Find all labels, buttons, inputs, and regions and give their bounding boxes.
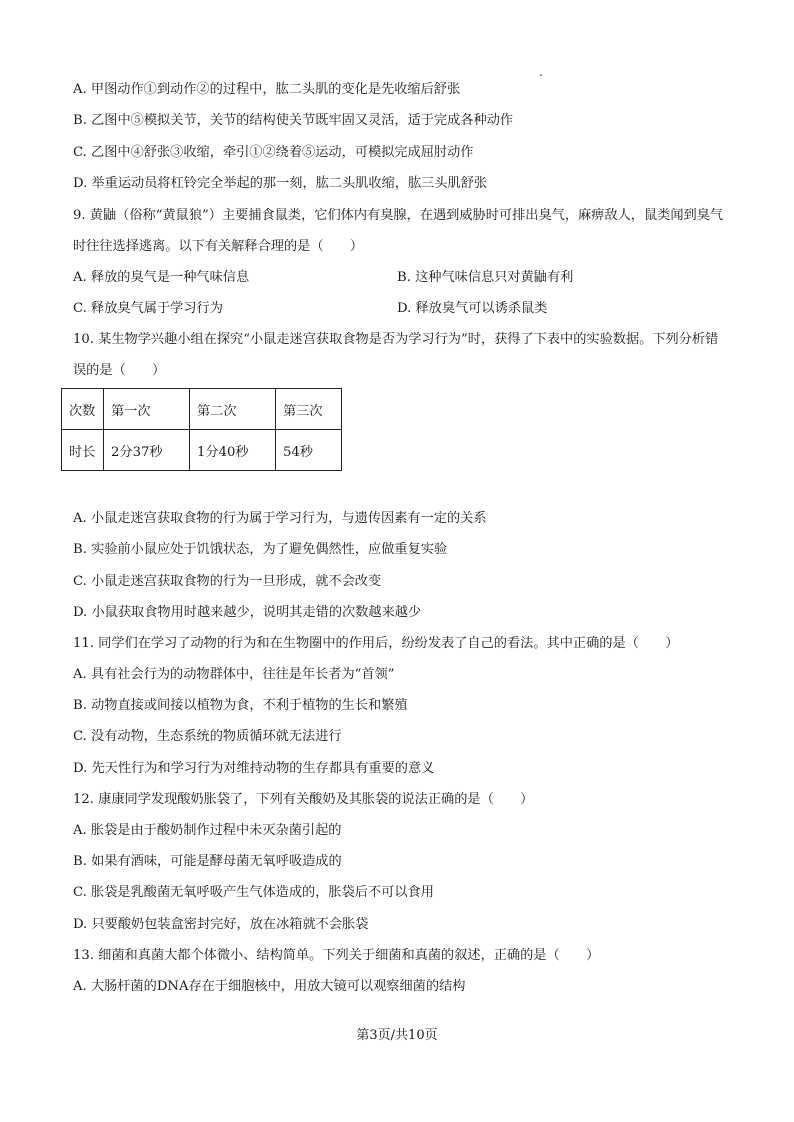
- q12-option-b: B. 如果有酒味，可能是酵母菌无氧呼吸造成的: [73, 854, 342, 869]
- q12-option-d: D. 只要酸奶包装盒密封完好，放在冰箱就不会胀袋: [73, 917, 369, 932]
- table-header-cell: 第二次: [190, 389, 276, 430]
- q8-option-a: A. 甲图动作①到动作②的过程中，肱二头肌的变化是先收缩后舒张: [73, 82, 461, 97]
- q9-option-a: A. 释放的臭气是一种气味信息: [73, 270, 250, 285]
- q10-stem: 10. 某生物学兴趣小组在探究“小鼠走迷宫获取食物是否为学习行为”时，获得了下表中的实验数据。下列分析错误的是（ ）: [73, 332, 719, 378]
- q10-option-a: A. 小鼠走迷宫获取食物的行为属于学习行为，与遗传因素有一定的关系: [73, 511, 487, 526]
- scan-speck: [540, 74, 542, 76]
- page-number: 第3页/共10页: [356, 1028, 438, 1043]
- q11-stem: 11. 同学们在学习了动物的行为和在生物圈中的作用后，纷纷发表了自己的看法。其中正确的是（ ）: [73, 636, 679, 651]
- table-cell: 54秒: [276, 430, 342, 471]
- q10-option-d: D. 小鼠获取食物用时越来越少，说明其走错的次数越来越少: [73, 605, 422, 620]
- table-row: [62, 430, 342, 471]
- q9-option-c: C. 释放臭气属于学习行为: [73, 301, 223, 316]
- table-header-cell: 次数: [62, 389, 104, 430]
- table-header-cell: 第三次: [276, 389, 342, 430]
- q12-stem: 12. 康康同学发现酸奶胀袋了，下列有关酸奶及其胀袋的说法正确的是（ ）: [73, 792, 534, 807]
- q13-option-a: A. 大肠杆菌的DNA存在于细胞核中，用放大镜可以观察细菌的结构: [73, 979, 466, 994]
- table-row: [62, 389, 342, 430]
- q10-option-b: B. 实验前小鼠应处于饥饿状态，为了避免偶然性，应做重复实验: [73, 542, 448, 557]
- table-header-cell: 第一次: [104, 389, 190, 430]
- q10-data-table: [61, 388, 342, 471]
- q8-option-c: C. 乙图中④舒张③收缩，牵引①②绕着⑤运动，可模拟完成屈肘动作: [73, 145, 474, 160]
- q11-option-d: D. 先天性行为和学习行为对维持动物的生存都具有重要的意义: [73, 761, 435, 776]
- q13-stem: 13. 细菌和真菌大都个体微小、结构简单。下列关于细菌和真菌的叙述，正确的是（ ）: [73, 948, 600, 963]
- q8-option-b: B. 乙图中⑤模拟关节，关节的结构使关节既牢固又灵活，适于完成各种动作: [73, 113, 514, 128]
- q11-option-c: C. 没有动物，生态系统的物质循环就无法进行: [73, 729, 342, 744]
- q9-option-b: B. 这种气味信息只对黄鼬有利: [397, 270, 574, 285]
- q9-stem: 9. 黄鼬（俗称“黄鼠狼”）主要捕食鼠类，它们体内有臭腺，在遇到威胁时可排出臭气，麻痹敌人，鼠类闻到臭气时往往选择逃离。以下有关解释合理的是（ ）: [73, 208, 724, 254]
- q8-option-d: D. 举重运动员将杠铃完全举起的那一刻，肱二头肌收缩，肱三头肌舒张: [73, 176, 488, 191]
- q10-option-c: C. 小鼠走迷宫获取食物的行为一旦形成，就不会改变: [73, 574, 382, 589]
- table-cell: 1分40秒: [190, 430, 276, 471]
- q11-option-a: A. 具有社会行为的动物群体中，往往是年长者为“首领”: [73, 667, 395, 682]
- q12-option-a: A. 胀袋是由于酸奶制作过程中未灭杂菌引起的: [73, 823, 342, 838]
- table-cell: 2分37秒: [104, 430, 190, 471]
- q11-option-b: B. 动物直接或间接以植物为食，不利于植物的生长和繁殖: [73, 698, 408, 713]
- table-cell: 时长: [62, 430, 104, 471]
- q9-option-d: D. 释放臭气可以诱杀鼠类: [397, 301, 548, 316]
- q12-option-c: C. 胀袋是乳酸菌无氧呼吸产生气体造成的，胀袋后不可以食用: [73, 885, 434, 900]
